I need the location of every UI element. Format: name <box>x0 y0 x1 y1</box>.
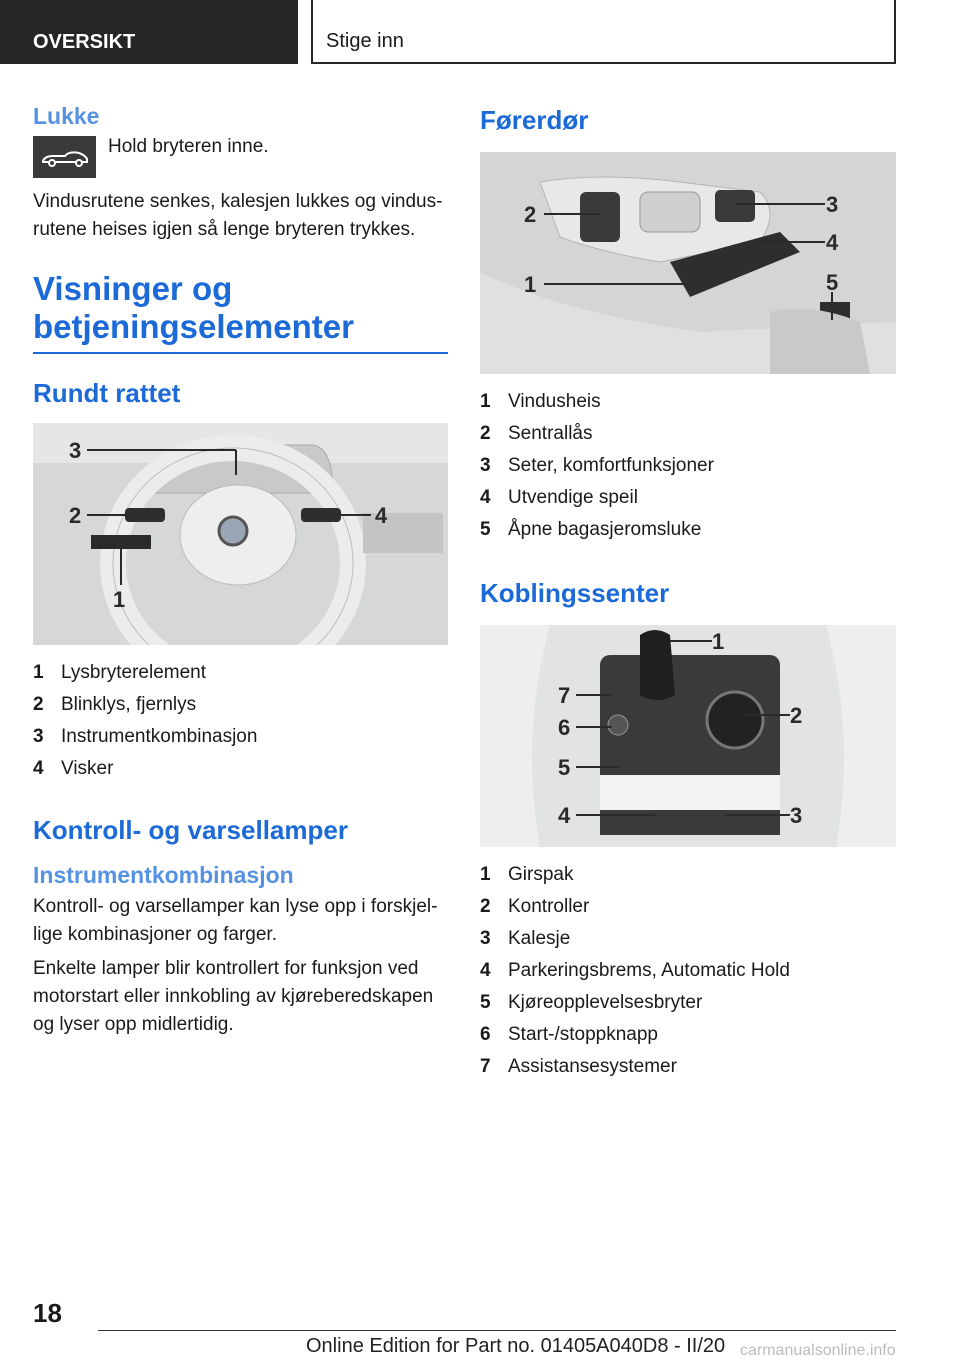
console-label-6: 6 <box>558 715 571 740</box>
item-number: 7 <box>480 1056 491 1077</box>
chapter-tab[interactable]: Stige inn <box>311 0 896 64</box>
main-heading <box>33 270 448 354</box>
lukke-paragraph: Vindusrutene senkes, kalesjen lukkes og vindusrutene heises igjen så lenge bryteren trykkes. <box>33 191 443 240</box>
item-number: 3 <box>480 928 491 949</box>
item-text: Visker <box>61 758 114 779</box>
list-item <box>33 753 448 785</box>
item-number: 4 <box>480 487 491 508</box>
door-label-1: 1 <box>524 272 537 297</box>
instrument-heading: Instrumentkombinasjon <box>33 862 294 888</box>
item-text: Girspak <box>508 864 574 885</box>
console-label-1: 1 <box>712 629 725 654</box>
item-number: 1 <box>480 864 491 885</box>
list-item <box>480 1019 896 1051</box>
rundt-rattet-heading: Rundt rattet <box>33 378 181 408</box>
console-label-7: 7 <box>558 683 571 708</box>
item-number: 1 <box>33 662 44 683</box>
left-column <box>33 100 448 1039</box>
wheel-label-4: 4 <box>375 503 388 528</box>
convertible-roof-icon <box>33 136 96 178</box>
item-number: 3 <box>480 455 491 476</box>
list-item <box>480 955 896 987</box>
list-item <box>480 450 896 482</box>
wheel-label-2: 2 <box>69 503 82 528</box>
item-text: Kontroller <box>508 896 590 917</box>
main-heading-line1: Visninger og <box>33 270 233 307</box>
item-number: 3 <box>33 726 44 747</box>
main-heading-line2: betjeningselementer <box>33 308 354 345</box>
door-label-2: 2 <box>524 202 537 227</box>
item-number: 5 <box>480 992 491 1013</box>
lukke-row <box>33 136 448 178</box>
list-item <box>480 514 896 546</box>
footer-divider <box>98 1330 896 1331</box>
item-text: Parkeringsbrems, Automatic Hold <box>508 960 790 981</box>
lukke-heading: Lukke <box>33 103 100 129</box>
list-item <box>33 721 448 753</box>
wheel-label-3: 3 <box>69 438 82 463</box>
list-item <box>33 657 448 689</box>
list-item <box>480 987 896 1019</box>
steering-wheel-figure <box>33 423 448 645</box>
koblingssenter-heading: Koblingssenter <box>480 578 670 608</box>
forerdor-heading: Førerdør <box>480 105 589 135</box>
list-item <box>480 418 896 450</box>
page-header <box>0 0 960 66</box>
item-text: Lysbryterelement <box>61 662 207 683</box>
driver-door-figure <box>480 152 896 374</box>
item-text: Utvendige speil <box>508 487 638 508</box>
item-number: 4 <box>33 758 44 779</box>
item-text: Vindusheis <box>508 391 601 412</box>
console-label-4: 4 <box>558 803 571 828</box>
lukke-instruction: Hold bryteren inne. <box>108 136 269 157</box>
item-text: Blinklys, fjernlys <box>61 694 197 715</box>
koblingssenter-list <box>480 859 896 1083</box>
list-item <box>480 1051 896 1083</box>
section-tab[interactable]: OVERSIKT <box>0 0 298 64</box>
footer-edition: Online Edition for Part no. 01405A040D8 - II/20 <box>306 1335 726 1357</box>
item-text: Kjøreopplevelsesbryter <box>508 992 703 1013</box>
item-number: 2 <box>480 896 491 917</box>
list-item <box>33 689 448 721</box>
item-text: Start-/stoppknapp <box>508 1024 658 1045</box>
page-number: 18 <box>33 1298 62 1328</box>
list-item <box>480 923 896 955</box>
item-number: 2 <box>480 423 491 444</box>
console-label-5: 5 <box>558 755 571 780</box>
forerdor-list <box>480 386 896 546</box>
item-text: Sentrallås <box>508 423 593 444</box>
instrument-paragraph-1: Kontroll- og varsellamper kan lyse opp i forskjellige kombinasjoner og farger. <box>33 896 438 945</box>
watermark: carmanualsonline.info <box>740 1342 896 1359</box>
item-number: 5 <box>480 519 491 540</box>
instrument-paragraph-2: Enkelte lamper blir kontrollert for funksjon ved motorstart eller innkobling av kjøreberedskapen og lyser opp midlertidig. <box>33 958 434 1035</box>
item-text: Kalesje <box>508 928 571 949</box>
list-item <box>480 386 896 418</box>
wheel-label-1: 1 <box>113 587 126 612</box>
item-text: Assistansesystemer <box>508 1056 677 1077</box>
item-text: Åpne bagasjeromsluke <box>508 519 702 540</box>
item-text: Instrumentkombinasjon <box>61 726 258 747</box>
item-number: 2 <box>33 694 44 715</box>
door-label-5: 5 <box>826 270 839 295</box>
rundt-rattet-list <box>33 657 448 785</box>
item-number: 1 <box>480 391 491 412</box>
item-text: Seter, komfortfunksjoner <box>508 455 714 476</box>
list-item <box>480 482 896 514</box>
list-item <box>480 891 896 923</box>
right-column <box>480 100 896 1083</box>
door-label-3: 3 <box>826 192 839 217</box>
list-item <box>480 859 896 891</box>
item-number: 4 <box>480 960 491 981</box>
door-label-4: 4 <box>826 230 839 255</box>
center-console-figure <box>480 625 896 847</box>
console-label-2: 2 <box>790 703 803 728</box>
item-number: 6 <box>480 1024 491 1045</box>
console-label-3: 3 <box>790 803 803 828</box>
kontroll-heading: Kontroll- og varsellamper <box>33 815 348 845</box>
